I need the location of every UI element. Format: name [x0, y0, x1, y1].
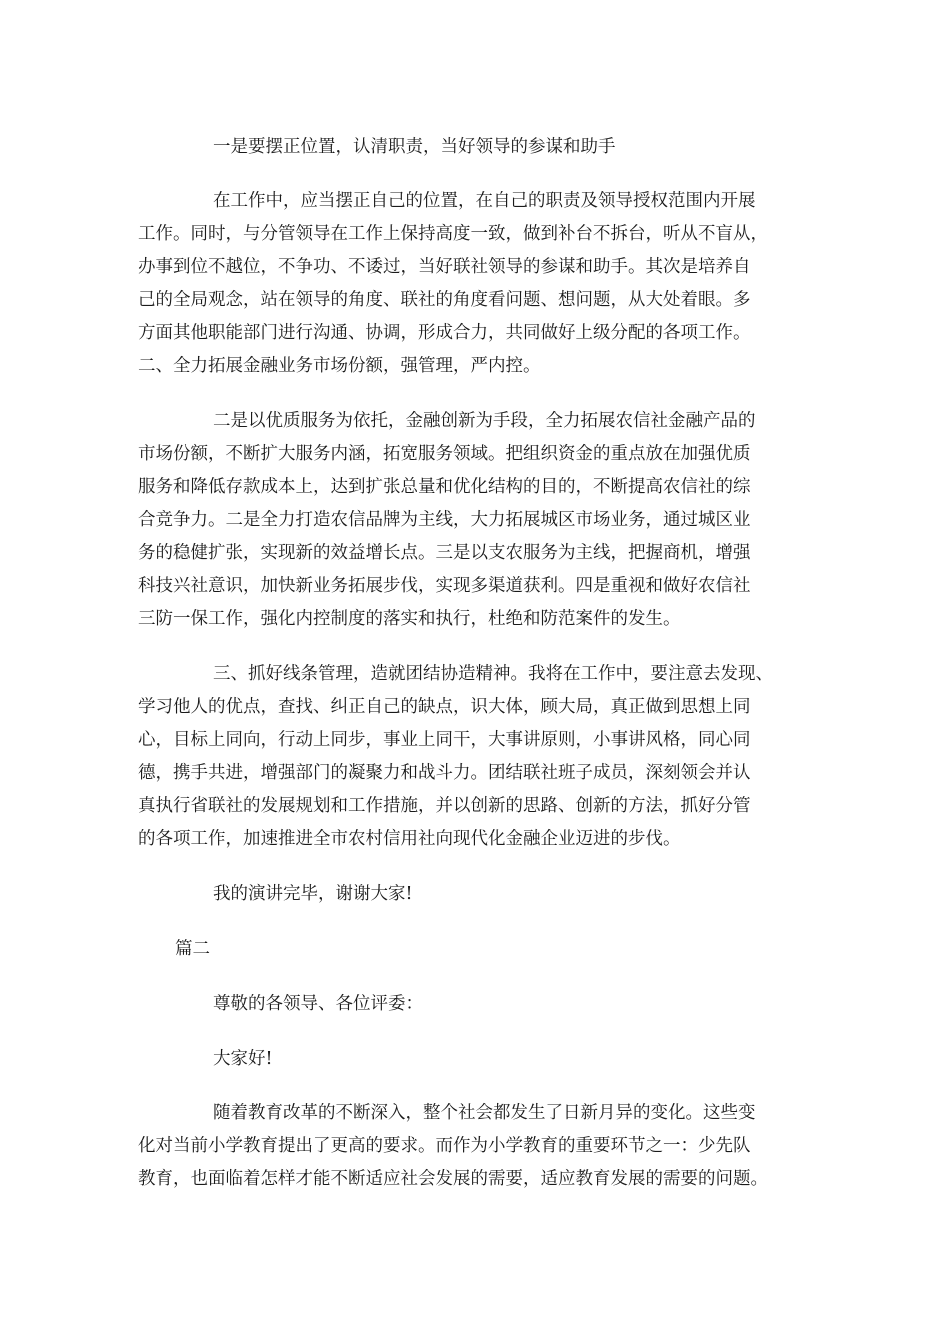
paragraph-9 — [138, 1097, 823, 1196]
paragraph-line: 随着教育改革的不断深入，整个社会都发生了日新月异的变化。这些变 — [213, 1103, 756, 1123]
paragraph-4 — [138, 658, 823, 856]
paragraph-greeting — [138, 1043, 823, 1076]
paragraph-line: 化对当前小学教育提出了更高的要求。而作为小学教育的重要环节之一：少先队 — [138, 1136, 751, 1156]
paragraph-line: 大家好! — [213, 1049, 273, 1069]
paragraph-line: 心，目标上同向，行动上同步，事业上同干，大事讲原则，小事讲风格，同心同 — [138, 730, 751, 750]
paragraph-line: 德，携手共进，增强部门的凝聚力和战斗力。团结联社班子成员，深刻领会并认 — [138, 763, 751, 783]
paragraph-line: 三防一保工作，强化内控制度的落实和执行，杜绝和防范案件的发生。 — [138, 609, 681, 629]
paragraph-salutation — [138, 988, 823, 1021]
paragraph-line: 己的全局观念，站在领导的角度、联社的角度看问题、想问题，从大处着眼。多 — [138, 290, 751, 310]
paragraph-line: 工作。同时，与分管领导在工作上保持高度一致，做到补台不拆台，听从不盲从， — [138, 224, 768, 244]
paragraph-line: 尊敬的各领导、各位评委： — [213, 994, 423, 1014]
paragraph-closing — [138, 878, 823, 911]
paragraph-line: 我的演讲完毕，谢谢大家! — [213, 884, 413, 904]
paragraph-line: 二是以优质服务为依托，金融创新为手段，全力拓展农信社金融产品的 — [213, 411, 756, 431]
paragraph-line: 的各项工作，加速推进全市农村信用社向现代化金融企业迈进的步伐。 — [138, 829, 681, 849]
paragraph-line: 科技兴社意识，加快新业务拓展步伐，实现多渠道获利。四是重视和做好农信社 — [138, 576, 751, 596]
paragraph-line: 办事到位不越位，不争功、不诿过，当好联社领导的参谋和助手。其次是培养自 — [138, 257, 751, 277]
paragraph-line: 合竞争力。二是全力打造农信品牌为主线，大力拓展城区市场业务，通过城区业 — [138, 510, 751, 530]
paragraph-2 — [138, 185, 823, 383]
paragraph-line: 一是要摆正位置，认清职责，当好领导的参谋和助手 — [213, 137, 616, 157]
paragraph-1 — [138, 131, 823, 164]
paragraph-line: 教育，也面临着怎样才能不断适应社会发展的需要，适应教育发展的需要的问题。 — [138, 1169, 768, 1189]
paragraph-line: 服务和降低存款成本上，达到扩张总量和优化结构的目的，不断提高农信社的综 — [138, 477, 751, 497]
paragraph-line: 二、全力拓展金融业务市场份额，强管理，严内控。 — [138, 356, 541, 376]
paragraph-line: 真执行省联社的发展规划和工作措施，并以创新的思路、创新的方法，抓好分管 — [138, 796, 751, 816]
section-title: 篇二 — [175, 939, 210, 959]
paragraph-3 — [138, 405, 823, 636]
paragraph-line: 学习他人的优点，查找、纠正自己的缺点，识大体，顾大局，真正做到思想上同 — [138, 697, 751, 717]
paragraph-line: 方面其他职能部门进行沟通、协调，形成合力，共同做好上级分配的各项工作。 — [138, 323, 751, 343]
paragraph-line: 在工作中，应当摆正自己的位置，在自己的职责及领导授权范围内开展 — [213, 191, 756, 211]
paragraph-line: 务的稳健扩张，实现新的效益增长点。三是以支农服务为主线，把握商机，增强 — [138, 543, 751, 563]
paragraph-line: 三、抓好线条管理，造就团结协造精神。我将在工作中，要注意去发现、 — [213, 664, 773, 684]
section-heading — [138, 933, 823, 966]
paragraph-line: 市场份额，不断扩大服务内涵，拓宽服务领域。把组织资金的重点放在加强优质 — [138, 444, 751, 464]
